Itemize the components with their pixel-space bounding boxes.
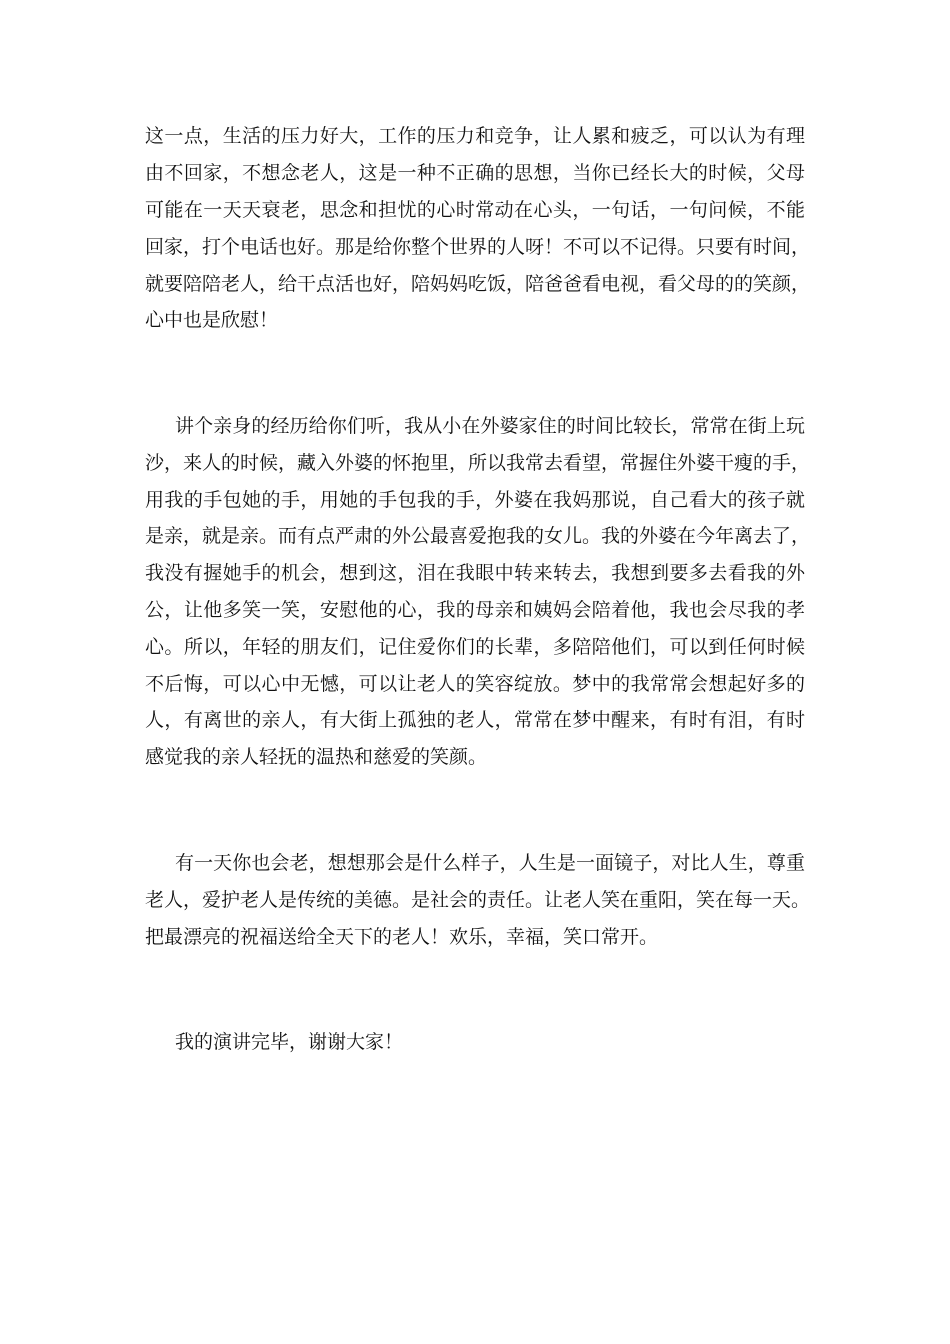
paragraph-2-line-8: 不后悔，可以心中无憾，可以让老人的笑容绽放。梦中的我常常会想起好多的 [145,673,805,695]
paragraph-2-line-6: 公，让他多笑一笑，安慰他的心，我的母亲和姨妈会陪着他，我也会尽我的孝 [145,599,805,621]
paragraph-1-line-1: 这一点，生活的压力好大，工作的压力和竞争，让人累和疲乏，可以认为有理 [145,125,805,147]
paragraph-1-line-2: 由不回家，不想念老人，这是一种不正确的思想，当你已经长大的时候，父母 [145,162,805,184]
paragraph-2-line-4: 是亲，就是亲。而有点严肃的外公最喜爱抱我的女儿。我的外婆在今年离去了， [145,525,811,547]
paragraph-1-line-3: 可能在一天天衰老，思念和担忧的心时常动在心头，一句话，一句问候，不能 [145,199,805,221]
paragraph-2-line-2: 沙，来人的时候，藏入外婆的怀抱里，所以我常去看望，常握住外婆干瘦的手， [145,452,811,474]
paragraph-3-line-3: 把最漂亮的祝福送给全天下的老人！欢乐，幸福，笑口常开。 [145,926,659,948]
paragraph-2-line-9: 人，有离世的亲人，有大街上孤独的老人，常常在梦中醒来，有时有泪，有时 [145,709,805,731]
paragraph-1-line-6: 心中也是欣慰！ [145,309,279,331]
paragraph-3-line-2: 老人，爱护老人是传统的美德。是社会的责任。让老人笑在重阳，笑在每一天。 [145,889,811,911]
paragraph-2-line-5: 我没有握她手的机会，想到这，泪在我眼中转来转去，我想到要多去看我的外 [145,562,805,584]
paragraph-3-line-1: 有一天你也会老，想想那会是什么样子，人生是一面镜子，对比人生，尊重 [175,852,805,874]
paragraph-1-line-4: 回家，打个电话也好。那是给你整个世界的人呀！不可以不记得。只要有时间， [145,236,811,258]
paragraph-1-line-5: 就要陪陪老人，给干点活也好，陪妈妈吃饭，陪爸爸看电视，看父母的的笑颜， [145,273,811,295]
paragraph-2-line-3: 用我的手包她的手，用她的手包我的手，外婆在我妈那说，自己看大的孩子就 [145,489,805,511]
paragraph-4-line-1: 我的演讲完毕，谢谢大家！ [175,1031,404,1053]
paragraph-2-line-1: 讲个亲身的经历给你们听，我从小在外婆家住的时间比较长，常常在街上玩 [175,415,805,437]
paragraph-2-line-10: 感觉我的亲人轻抚的温热和慈爱的笑颜。 [145,746,488,768]
paragraph-2-line-7: 心。所以，年轻的朋友们，记住爱你们的长辈，多陪陪他们，可以到任何时候 [145,636,805,658]
